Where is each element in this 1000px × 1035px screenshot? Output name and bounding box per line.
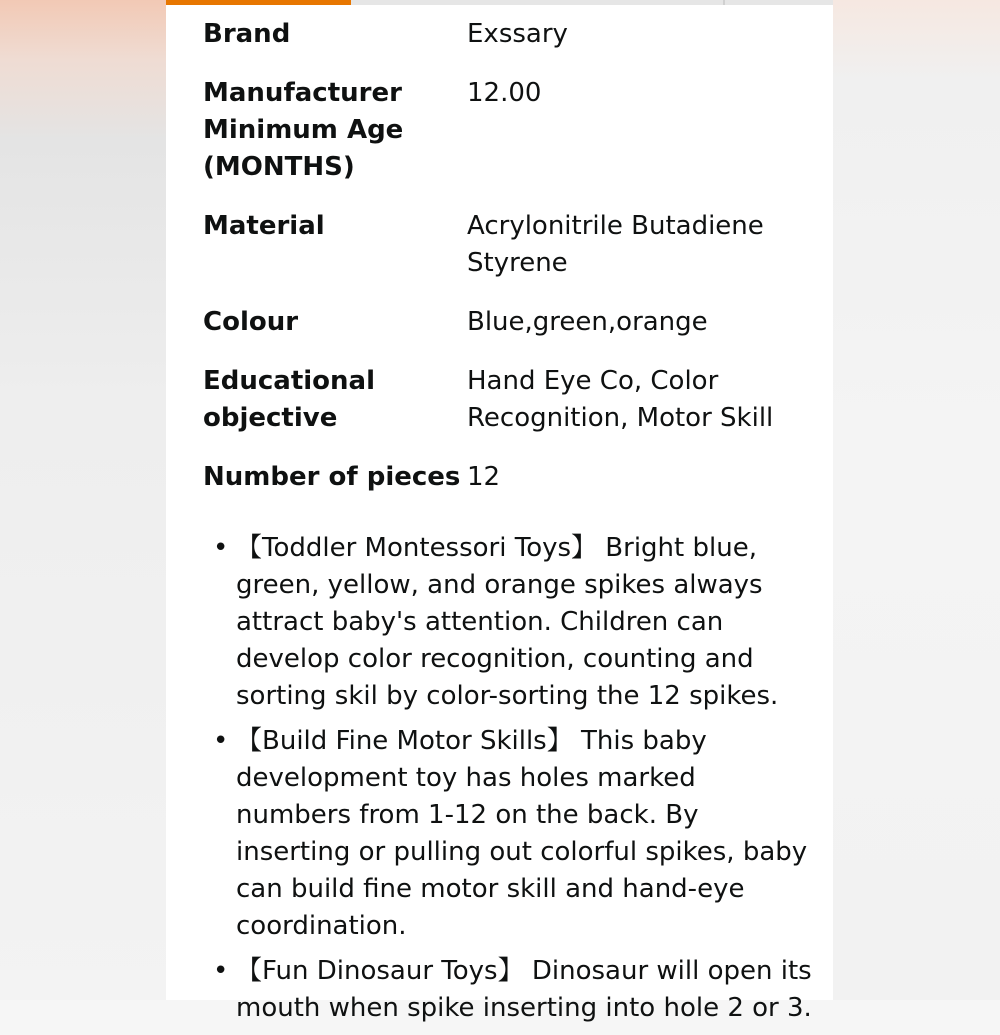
spec-row-colour: [203, 304, 803, 363]
bullet-dot-icon: •: [213, 956, 229, 986]
spec-value: 12.00: [467, 78, 542, 108]
feature-bullet-toddler-montessori: [213, 530, 816, 715]
feature-bullet-text: 【Fun Dinosaur Toys】 Dinosaur will open its mouth when spike inserting into hole 2 or 3.: [236, 956, 812, 1023]
spec-label: Material: [203, 211, 325, 241]
spec-value: Hand Eye Co, Color Recognition, Motor Skill: [467, 366, 774, 433]
feature-bullet-fine-motor: [213, 723, 816, 945]
feature-bullet-dinosaur: [213, 953, 816, 1027]
spec-row-material: [203, 208, 803, 304]
spec-label: Manufacturer Minimum Age (MONTHS): [203, 78, 404, 182]
background-left: [0, 0, 166, 1000]
spec-label: Number of pieces: [203, 462, 461, 492]
spec-label: Educational objective: [203, 366, 376, 433]
tab-bar: [166, 0, 833, 5]
product-details-panel: [166, 0, 833, 1023]
spec-value: Blue,green,orange: [467, 307, 708, 337]
spec-label: Brand: [203, 19, 291, 49]
tab-active-indicator[interactable]: [166, 0, 351, 5]
background-right: [833, 0, 1000, 1000]
feature-bullet-list: [213, 530, 816, 1035]
spec-value: Acrylonitrile Butadiene Styrene: [467, 211, 764, 278]
spec-value: 12: [467, 462, 501, 492]
bullet-dot-icon: •: [213, 533, 229, 563]
tab-divider: [723, 0, 725, 5]
spec-row-educational-objective: [203, 363, 803, 459]
spec-row-number-of-pieces: [203, 459, 803, 518]
product-specs-table: [203, 16, 803, 518]
feature-bullet-text: 【Build Fine Motor Skills】 This baby development toy has holes marked numbers from 1-12 on the back. By inserting or pulling out colorful spikes, baby can build fine motor skill and hand-eye coordination.: [236, 726, 808, 941]
feature-bullet-text: 【Toddler Montessori Toys】 Bright blue, green, yellow, and orange spikes always attract baby's attention. Children can develop color recognition, counting and sorting skil by color-sorting the 12 spikes.: [236, 533, 779, 711]
spec-label: Colour: [203, 307, 299, 337]
spec-value: Exssary: [467, 19, 568, 49]
bullet-dot-icon: •: [213, 726, 229, 756]
spec-row-minimum-age: [203, 75, 803, 208]
spec-row-brand: [203, 16, 803, 75]
